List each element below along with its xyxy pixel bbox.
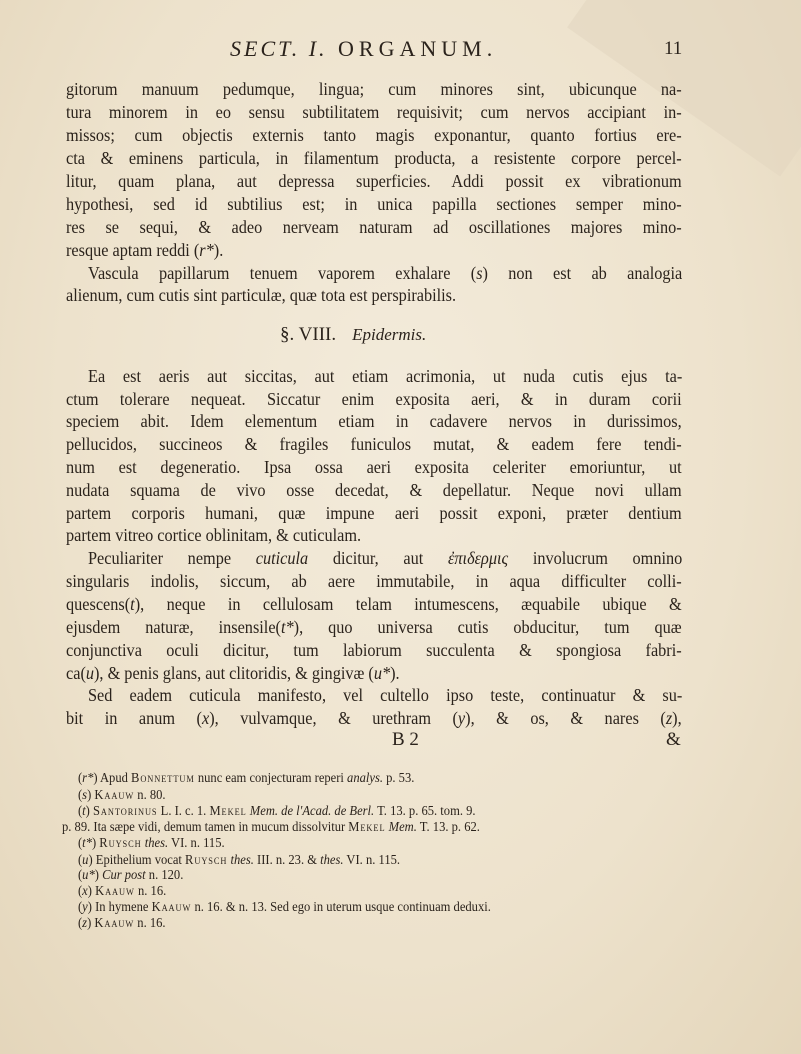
text-segment: resque aptam reddi ( (66, 240, 200, 260)
author-name: Bonnettum (131, 770, 195, 785)
text-segment: dicitur, aut (308, 548, 448, 568)
italic-text: thes. (320, 852, 344, 867)
text-segment: cta & eminens particula, in filamentum producta, a resistente corpore percel- (66, 148, 682, 168)
signature-mark: B 2 (392, 729, 419, 750)
text-segment: ), neque in cellulosam telam intumescens, æquabile ubique & (134, 594, 682, 614)
text-line (66, 170, 682, 192)
footnote (78, 899, 491, 915)
text-segment: ) In hymene (87, 899, 152, 914)
running-header (230, 36, 497, 62)
page-number: 11 (664, 38, 683, 59)
text-segment: missos; cum objectis externis tanto magis exponantur, quanto fortius ere- (66, 125, 682, 145)
text-segment: Peculiariter nempe (88, 548, 256, 568)
text-segment: speciem abit. Idem elementum etiam in cadavere nervos in durissimos, (66, 411, 682, 431)
text-segment: T. 13. p. 65. tom. 9. (374, 803, 476, 818)
italic-text: u* (373, 663, 391, 683)
text-segment: ca( (66, 663, 86, 683)
text-segment: ). (390, 663, 400, 683)
text-line (88, 262, 682, 284)
text-segment: ( (78, 883, 83, 898)
text-segment: III. n. 23. & (253, 852, 321, 867)
text-line (88, 365, 682, 387)
text-segment: p. 53. (382, 770, 415, 785)
italic-text: t* (280, 617, 294, 637)
text-line (66, 410, 682, 432)
text-segment: ejusdem naturæ, insensile( (66, 617, 281, 637)
text-line (66, 593, 682, 615)
text-segment: ( (78, 852, 83, 867)
text-segment: tura minorem in eo sensu subtilitatem requisivit; cum nervos accipiant in- (66, 102, 682, 122)
text-line (66, 216, 682, 238)
header-title: ORGANUM. (338, 36, 498, 61)
footnote (78, 915, 166, 931)
author-name: Santorinus (93, 803, 158, 818)
text-segment: L. I. c. 1. (157, 803, 210, 818)
italic-text: Mem. de l'Acad. de Berl. (249, 803, 375, 818)
text-segment: ) Apud (93, 770, 132, 785)
text-segment: quescens( (66, 594, 131, 614)
text-segment: ), (672, 708, 682, 728)
author-name: Kaauw (151, 899, 192, 914)
italic-text: s (82, 787, 88, 802)
section-heading (280, 324, 426, 346)
text-segment: ) Epithelium vocat (88, 852, 186, 867)
italic-text: Cur post (102, 867, 146, 882)
text-segment: ), vulvamque, & urethram ( (209, 708, 458, 728)
text-segment: alienum, cum cutis sint particulæ, quæ tota est perspirabilis. (66, 285, 457, 305)
text-line (66, 502, 682, 524)
italic-text: z (82, 915, 88, 930)
italic-text: s (476, 263, 483, 283)
italic-text: ἐπιδερμις (447, 548, 509, 568)
text-segment: n. 16. (134, 883, 167, 898)
italic-text: cuticula (255, 548, 309, 568)
text-segment: litur, quam plana, aut depressa superficies. Addi possit ex vibrationum (66, 171, 682, 191)
text-segment: ( (78, 867, 83, 882)
italic-text: u (85, 663, 95, 683)
text-segment: n. 120. (145, 867, 184, 882)
text-line (66, 124, 682, 146)
author-name: Mekel (348, 819, 386, 834)
text-line (66, 193, 682, 215)
text-segment: ( (78, 835, 83, 850)
italic-text: y (457, 708, 466, 728)
text-line (66, 662, 682, 684)
text-segment: ), quo universa cutis obducitur, tum quæ (293, 617, 682, 637)
text-segment: involucrum omnino (508, 548, 683, 568)
italic-text: t (130, 594, 135, 614)
text-segment: T. 13. p. 62. (416, 819, 480, 834)
italic-text: Mem. (388, 819, 417, 834)
text-segment: ( (78, 915, 83, 930)
text-segment: ) (87, 883, 96, 898)
author-name: Mekel (209, 803, 247, 818)
text-line (66, 101, 682, 123)
text-line (66, 239, 682, 261)
text-segment: ) (87, 915, 95, 930)
catchword: & (666, 729, 681, 750)
text-segment: n. 16. & n. 13. Sed ego in uterum usque continuam deduxi. (191, 899, 491, 914)
text-line (66, 570, 682, 592)
text-segment: ( (78, 770, 83, 785)
footnote (78, 787, 166, 803)
text-segment: hypothesi, sed id subtilius est; in unica papilla sectiones semper mino- (66, 194, 682, 214)
text-segment: partem corporis humani, quæ impune aeri possit exponi, præter dentium (66, 503, 682, 523)
text-line (88, 547, 682, 569)
footnote (78, 883, 166, 899)
text-line (66, 479, 682, 501)
text-segment: ), & penis glans, aut clitoridis, & gingivæ ( (94, 663, 374, 683)
author-name: Kaauw (94, 915, 135, 930)
author-name: Kaauw (95, 883, 135, 898)
italic-text: x (201, 708, 210, 728)
italic-text: t* (82, 835, 92, 850)
italic-text: analys. (347, 770, 383, 785)
text-line (66, 707, 682, 729)
section-title: Epidermis. (352, 325, 427, 344)
text-segment: ), & os, & nares ( (465, 708, 666, 728)
italic-text: thes. (230, 852, 254, 867)
text-segment: ) (91, 835, 100, 850)
text-segment: res se sequi, & adeo nerveam naturam ad oscillationes majores mino- (66, 217, 682, 237)
italic-text: r* (199, 240, 214, 260)
italic-text: thes. (144, 835, 169, 850)
text-line (66, 147, 682, 169)
text-line (66, 616, 682, 638)
text-segment: num est degeneratio. Ipsa ossa aeri exposita celeriter emoriuntur, ut (66, 457, 682, 477)
footnote (78, 835, 225, 851)
italic-text: r* (82, 770, 94, 785)
text-segment: n. 16. (134, 915, 166, 930)
text-segment: gitorum manuum pedumque, lingua; cum minores sint, ubicunque na- (66, 79, 682, 99)
author-name: Kaauw (94, 787, 135, 802)
text-segment: bit in anum ( (66, 708, 202, 728)
footnote (78, 770, 414, 786)
italic-text: y (82, 899, 88, 914)
text-segment: p. 89. Ita sæpe vidi, demum tamen in mucum dissolvitur (62, 819, 349, 834)
text-segment: n. 80. (134, 787, 166, 802)
footnote (78, 852, 400, 868)
italic-text: z (665, 708, 673, 728)
author-name: Ruysch (185, 852, 228, 867)
footnote (62, 819, 480, 835)
text-segment: Ea est aeris aut siccitas, aut etiam acrimonia, ut nuda cutis ejus ta- (88, 366, 683, 386)
author-name: Ruysch (99, 835, 142, 850)
text-line (66, 284, 682, 306)
italic-text: u (82, 852, 89, 867)
text-line (66, 639, 682, 661)
text-segment: nudata squama de vivo osse decedat, & depellatur. Neque novi ullam (66, 480, 682, 500)
text-segment: Sed eadem cuticula manifesto, vel cultello ipso teste, continuatur & su- (88, 685, 683, 705)
text-segment: VI. n. 115. (343, 852, 401, 867)
text-line (66, 78, 682, 100)
text-segment: ) non est ab analogia (482, 263, 683, 283)
text-segment: ). (213, 240, 224, 260)
text-segment: nunc eam conjecturam reperi (194, 770, 348, 785)
section-label: SECT. I. (230, 36, 328, 61)
footnote (78, 867, 183, 883)
text-segment: ctum tolerare nequeat. Siccatur enim exposita aeri, & in duram corii (66, 389, 682, 409)
text-segment: pellucidos, succineos & fragiles funiculos mutat, & eadem fere tendi- (66, 434, 682, 454)
text-segment: ) (87, 787, 95, 802)
footnote (78, 803, 476, 819)
text-line (88, 684, 682, 706)
text-segment: ) (85, 803, 94, 818)
text-segment: VI. n. 115. (168, 835, 225, 850)
text-line (66, 433, 682, 455)
text-segment: singularis indolis, siccum, ab aere immutabile, in aqua difficulter colli- (66, 571, 682, 591)
text-line (66, 524, 682, 546)
text-segment: ) (94, 867, 103, 882)
text-segment: ( (78, 787, 83, 802)
text-line (66, 456, 682, 478)
section-number: §. VIII. (280, 324, 337, 345)
italic-text: x (82, 883, 88, 898)
text-segment: partem vitreo cortice oblinitam, & cuticulam. (66, 525, 362, 545)
text-segment: conjunctiva oculi dicitur, tum labiorum succulenta & spongiosa fabri- (66, 640, 682, 660)
italic-text: t (82, 803, 86, 818)
text-line (66, 388, 682, 410)
text-segment: ( (78, 899, 83, 914)
text-segment: ( (78, 803, 83, 818)
text-segment: Vascula papillarum tenuem vaporem exhalare ( (88, 263, 477, 283)
italic-text: u* (82, 867, 95, 882)
